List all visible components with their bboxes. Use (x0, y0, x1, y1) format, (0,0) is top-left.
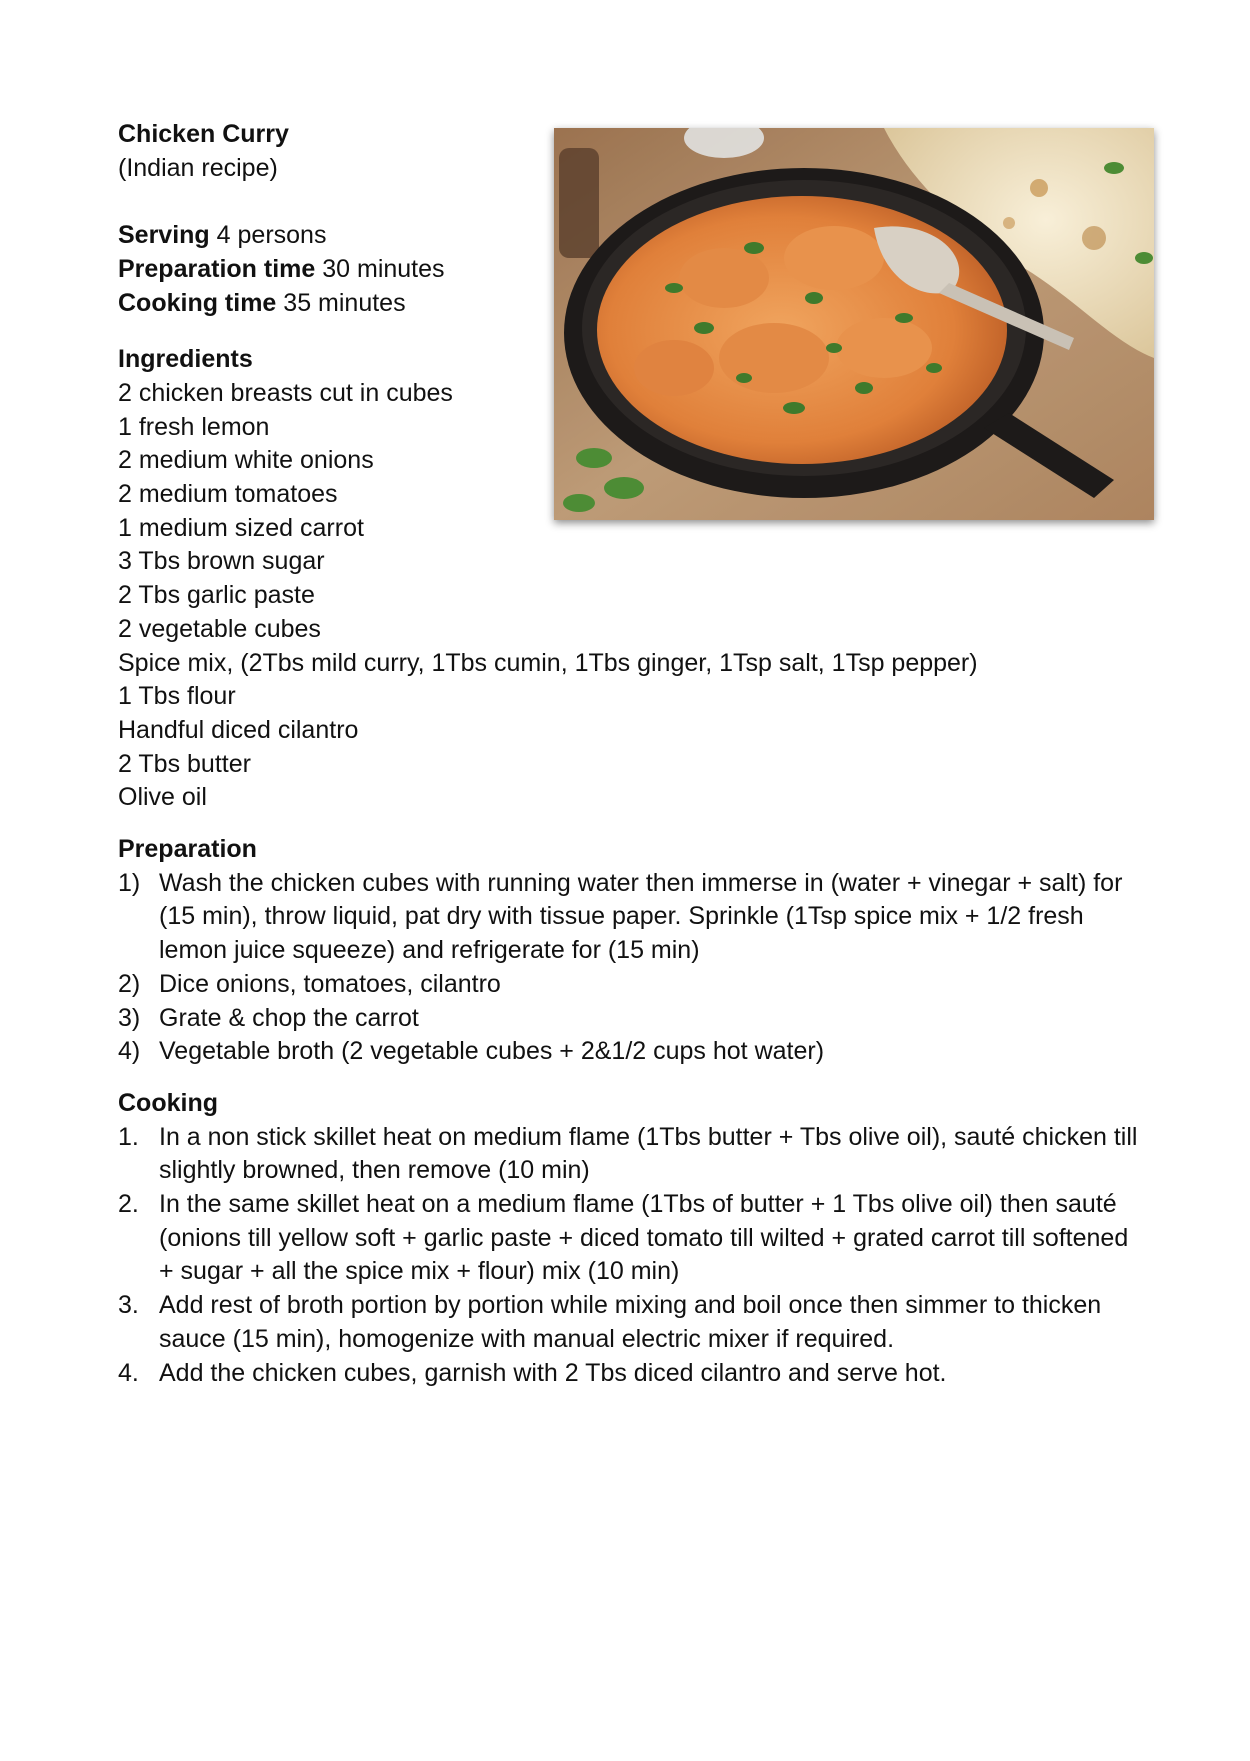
ingredient-item: 2 Tbs butter (118, 749, 251, 778)
ingredient-item: Handful diced cilantro (118, 715, 359, 744)
ingredient-item: 2 chicken breasts cut in cubes (118, 378, 453, 407)
ingredient-item: 2 vegetable cubes (118, 614, 321, 643)
ingredient-item: 2 medium white onions (118, 446, 374, 475)
ingredient-item: 2 medium tomatoes (118, 480, 338, 509)
cooking-step (118, 1357, 1148, 1391)
step-text: In a non stick skillet heat on medium flame (1Tbs butter + Tbs olive oil), sauté chicken till slightly browned, then remove (10 min) (159, 1122, 1138, 1185)
step-text: Dice onions, tomatoes, cilantro (159, 969, 501, 998)
preparation-step (118, 1035, 1148, 1069)
step-number: 2. (118, 1190, 139, 1219)
preparation-step (118, 968, 1148, 1002)
cooking-steps (118, 1121, 1148, 1391)
step-text: Add rest of broth portion by portion while mixing and boil once then simmer to thicken sauce (15 min), homogenize with manual electric mixer if required. (159, 1291, 1102, 1353)
recipe-subtitle: (Indian recipe) (118, 153, 278, 182)
cooking-step (118, 1188, 1148, 1289)
step-number: 1) (118, 868, 141, 897)
step-number: 1. (118, 1122, 139, 1151)
curry-pan-photo (554, 128, 1154, 520)
meta-label: Cooking time (118, 288, 277, 317)
meta-value: 4 persons (216, 221, 327, 250)
meta-label: Serving (118, 221, 210, 250)
step-number: 4) (118, 1037, 141, 1066)
preparation-step (118, 1002, 1148, 1036)
step-text: Wash the chicken cubes with running water then immerse in (water + vinegar + salt) for (15 min), throw liquid, pat dry with tissue paper. Sprinkle (1Tsp spice mix + 1/2 fresh lemon juice squeeze) and refrigerate for (15 min) (159, 868, 1123, 965)
ingredient-item: 3 Tbs brown sugar (118, 547, 325, 576)
preparation-steps (118, 867, 1148, 1069)
ingredient-item: 1 fresh lemon (118, 412, 270, 441)
ingredient-item: 2 Tbs garlic paste (118, 581, 315, 610)
meta-label: Preparation time (118, 254, 316, 283)
cooking-step (118, 1289, 1148, 1356)
ingredients-heading: Ingredients (118, 345, 253, 374)
preparation-heading: Preparation (118, 835, 257, 864)
step-number: 3) (118, 1003, 141, 1032)
step-number: 4. (118, 1358, 139, 1387)
curry-pan-illustration (554, 128, 1154, 520)
step-text: In the same skillet heat on a medium flame (1Tbs of butter + 1 Tbs olive oil) then sauté (onions till yellow soft + garlic paste + diced tomato till wilted + grated carrot till softened + sugar + all the spice mix + flour) mix (10 min) (159, 1190, 1129, 1286)
meta-value: 30 minutes (322, 254, 445, 283)
step-text: Add the chicken cubes, garnish with 2 Tbs diced cilantro and serve hot. (159, 1358, 947, 1387)
pepper-mill (559, 148, 599, 258)
recipe-title: Chicken Curry (118, 120, 289, 148)
cooking-heading: Cooking (118, 1088, 218, 1117)
meta-value: 35 minutes (283, 288, 406, 317)
step-number: 3. (118, 1291, 139, 1320)
ingredient-item: 1 medium sized carrot (118, 513, 364, 542)
step-text: Vegetable broth (2 vegetable cubes + 2&1/2 cups hot water) (159, 1037, 825, 1066)
ingredient-item: Spice mix, (2Tbs mild curry, 1Tbs cumin, 1Tbs ginger, 1Tsp salt, 1Tsp pepper) (118, 648, 978, 677)
preparation-step (118, 867, 1148, 968)
ingredient-item: Olive oil (118, 783, 207, 812)
step-number: 2) (118, 969, 141, 998)
step-text: Grate & chop the carrot (159, 1003, 419, 1032)
cooking-step (118, 1121, 1148, 1188)
ingredient-item: 1 Tbs flour (118, 682, 236, 711)
